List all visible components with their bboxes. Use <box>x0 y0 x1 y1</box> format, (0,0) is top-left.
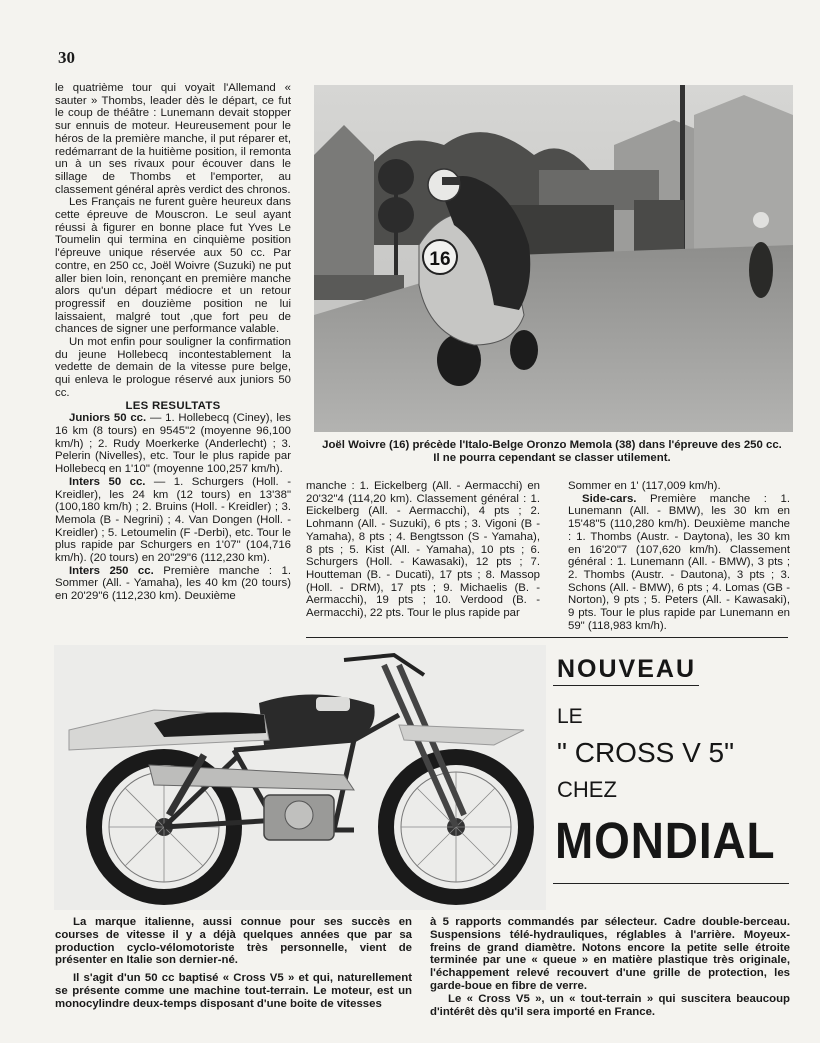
results-entry <box>568 493 790 633</box>
ad-brand-name: MONDIAL <box>555 812 776 869</box>
ad-line: CHEZ <box>557 777 617 802</box>
article-paragraph: Les Français ne furent guère heureux dans cette épreuve de Mouscron. Le seul ayant réussi à figurer en bonne place fut Yves Le Toumelin qui termina en cinquième position l'épreuve unique réservée aux 50 cc. Par contre, en 250 cc, Joël Woivre (Suzuki) ne put aller bien loin, renonçant en première manche alors qu'un départ médiocre et un retour progressif en douzième position ne lui laissaient, malgré tout ,que fort peu de chances de signer une performance valable. <box>55 196 291 336</box>
ad-line: LE <box>557 705 583 728</box>
article-left-column <box>55 82 291 603</box>
article-paragraph: le quatrième tour qui voyait l'Allemand « sauter » Thombs, leader dès le départ, ce fut le coup de théâtre : Lunemann devait stopper sur ennuis de moteur. Heureusement pour le héros de la première manche, il put réparer et, redémarrant de la huitième position, il remonta un à un ses rivaux pour écouver dans le sillage de Thombs et l'emporter, au classement général après verdict des chronos. <box>55 82 291 196</box>
results-category: Juniors 50 cc. <box>69 412 147 425</box>
advert-text-left <box>55 916 412 1011</box>
results-text: Première manche : 1. Sommer (All. - Yamaha), les 40 km (20 tours) en 20'29"6 (112,230 km). Deuxième <box>55 564 292 603</box>
results-entry <box>55 476 291 565</box>
section-divider <box>306 637 788 638</box>
race-photo-illustration <box>314 85 793 432</box>
race-number: 16 <box>429 249 451 270</box>
ad-model-name: " CROSS V 5" <box>557 737 735 768</box>
advert-paragraph: Le « Cross V5 », un « tout-terrain » qui suscitera beaucoup d'intérêt dès qu'il sera importé en France. <box>430 992 790 1018</box>
results-entry <box>55 412 291 476</box>
ad-divider <box>553 685 699 686</box>
results-text: Première manche : 1. Lunemann (All. - BMW), les 30 km en 15'48"5 (110,280 km/h). Deuxième manche : 1. Thombs (Austr. - Daytona), les 30 km en 16'20"7 (107,620 km/h). Classement général : 1. Lunemann (All. - BMW), 3 pts ; 2. Thombs (Austr. - Dautona), 3 pts ; 3. Schons (All. - BMW), 6 pts ; 4. Lomas (GB - Norton), 9 pts ; 5. Peters (All. - Kawasaki), 9 pts. Tour le plus rapide par Lunemann en 59" (118,983 km/h). <box>568 492 790 632</box>
advert-text-right <box>430 916 790 1018</box>
article-right-column <box>568 480 790 632</box>
page-number: 30 <box>58 48 75 67</box>
motorcycle-illustration <box>54 645 546 910</box>
race-photo <box>314 85 793 432</box>
results-text: Sommer en 1' (117,009 km/h). <box>568 480 721 492</box>
results-category: Side-cars. <box>582 492 637 505</box>
results-text: — 1. Schurgers (Holl. - Kreidler), les 24 km (12 tours) en 13'38" (100,180 km/h) ; 2. Bruins (Holl. - Kreidler) ; 3. Memola (B - Negrini) ; 4. Van Dongen (Holl. - Kreidler) ; 5. Letoumelin (F -Derbi), etc. Tour le plus rapide par Schurgers en 1'07" (104,716 km/h). (20 tours) en 20"29"6 (112,230 km). <box>55 475 291 565</box>
advert-paragraph: Il s'agit d'un 50 cc baptisé « Cross V5 » et qui, naturellement se présente comme une machine tout-terrain. Le moteur, est un monocylindre deux-temps disposant d'une boite de vitesses <box>55 972 412 1010</box>
caption-line: Joël Woivre (16) précède l'Italo-Belge Oronzo Memola (38) dans l'épreuve des 250 cc. <box>322 439 782 451</box>
ad-headline: NOUVEAU <box>557 655 697 683</box>
advert-paragraph: La marque italienne, aussi connue pour ses succès en courses de vitesse il y a déjà quelques années que par sa production cyclo-vélomotoriste très personnelle, vient de présenter en Italie son dernier-né. <box>55 916 412 967</box>
article-paragraph: Un mot enfin pour souligner la confirmation du jeune Hollebecq incontestablement la vedette de demain de la vitesse pure belge, qui enleva le prologue réservé aux juniors 50 cc. <box>55 336 291 399</box>
motorcycle-photo <box>54 645 546 910</box>
results-text: manche : 1. Eickelberg (All. - Aermacchi) en 20'32"4 (114,20 km). Classement général : 1. Eickelberg (All. - Aermacchi), 4 pts ; 2. Lohmann (All. - Suzuki), 6 pts ; 3. Vigoni (B - Yamaha), 8 pts ; 4. Bengtsson (S - Yamaha), 8 pts ; 5. Kist (All. - Yamaha), 10 pts ; 6. Schurgers (Holl. - Kawasaki), 12 pts ; 7. Houtteman (B. - Ducati), 17 pts ; 8. Massop (Holl. - DRM), 17 pts ; 9. Michaelis (B. - Aermacchi), 19 pts ; 10. Verdood (B. - Aermacchi), 22 pts. Tour le plus rapide par <box>306 480 540 620</box>
results-category: Inters 50 cc. <box>69 475 146 488</box>
advert-paragraph: à 5 rapports commandés par sélecteur. Cadre double-berceau. Suspensions télé-hydrauliques, réglables à l'arrière. Moyeux-freins de grand diamètre. Notons encore la petite selle étroite terminée par une « queue » en matière plastique très originale, l'échappement relevé recouvert d'une grille de protection, les garde-boue en fibre de verre. <box>430 916 790 992</box>
race-photo-caption <box>306 439 798 465</box>
results-entry <box>55 565 291 603</box>
caption-line: Il ne pourra cependant se classer utilement. <box>433 452 671 464</box>
article-middle-column <box>306 480 540 620</box>
ad-divider <box>553 883 789 884</box>
mondial-advert <box>553 645 793 910</box>
results-category: Inters 250 cc. <box>69 564 154 577</box>
results-heading: LES RESULTATS <box>125 399 221 412</box>
results-text: — 1. Hollebecq (Ciney), les 16 km (8 tours) en 9545"2 (moyenne 96,100 km/h) ; 2. Rudy Moerkerke (Anderlecht) ; 3. Pelerin (Nivelles), etc. Tour le plus rapide par Hollebecq en 1'10" (moyenne 100,257 km/h). <box>55 412 291 476</box>
